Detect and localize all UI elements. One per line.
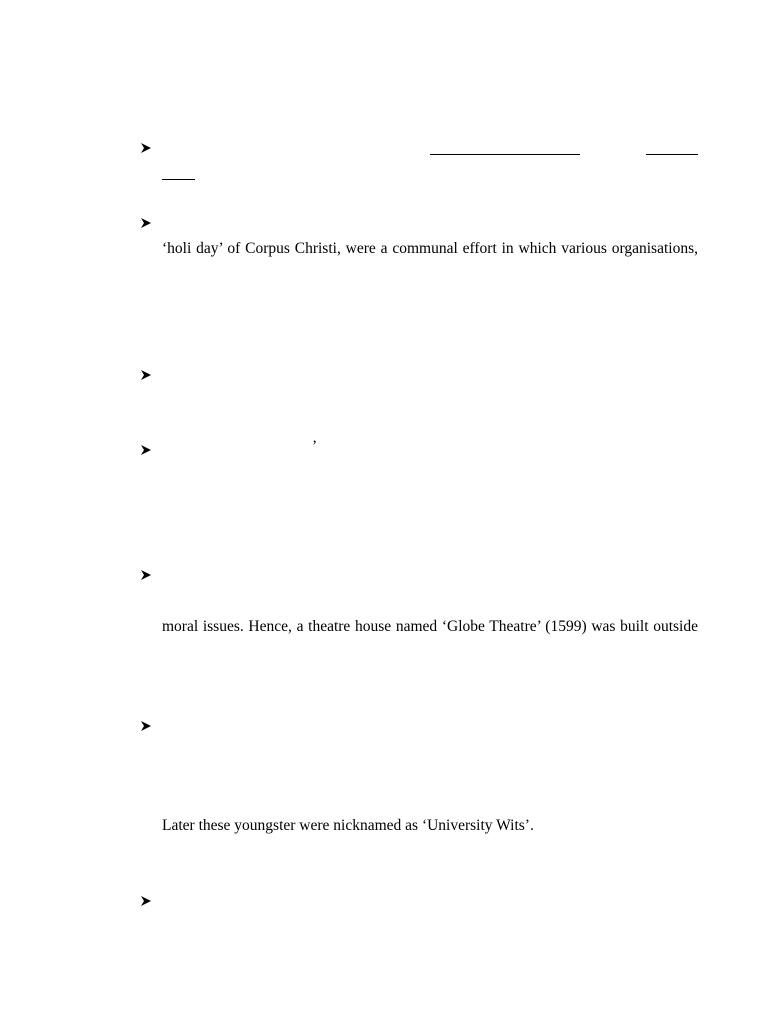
arrow-bullet-icon [140, 444, 152, 456]
arrow-bullet-icon [140, 369, 152, 381]
arrow-bullet-icon [140, 569, 152, 581]
stray-apostrophe: ’ [312, 438, 318, 455]
arrow-bullet-icon [140, 142, 152, 154]
blank-underline [430, 154, 580, 155]
arrow-bullet-icon [140, 217, 152, 229]
paragraph-line: moral issues. Hence, a theatre house named ‘Globe Theatre’ (1599) was built outside [162, 618, 698, 635]
blank-underline [162, 179, 195, 180]
arrow-bullet-icon [140, 895, 152, 907]
arrow-bullet-icon [140, 720, 152, 732]
paragraph-line: Later these youngster were nicknamed as ‘University Wits’. [162, 817, 534, 834]
paragraph-line: ‘holi day’ of Corpus Christi, were a communal effort in which various organisations, [162, 240, 698, 257]
blank-underline [646, 154, 698, 155]
